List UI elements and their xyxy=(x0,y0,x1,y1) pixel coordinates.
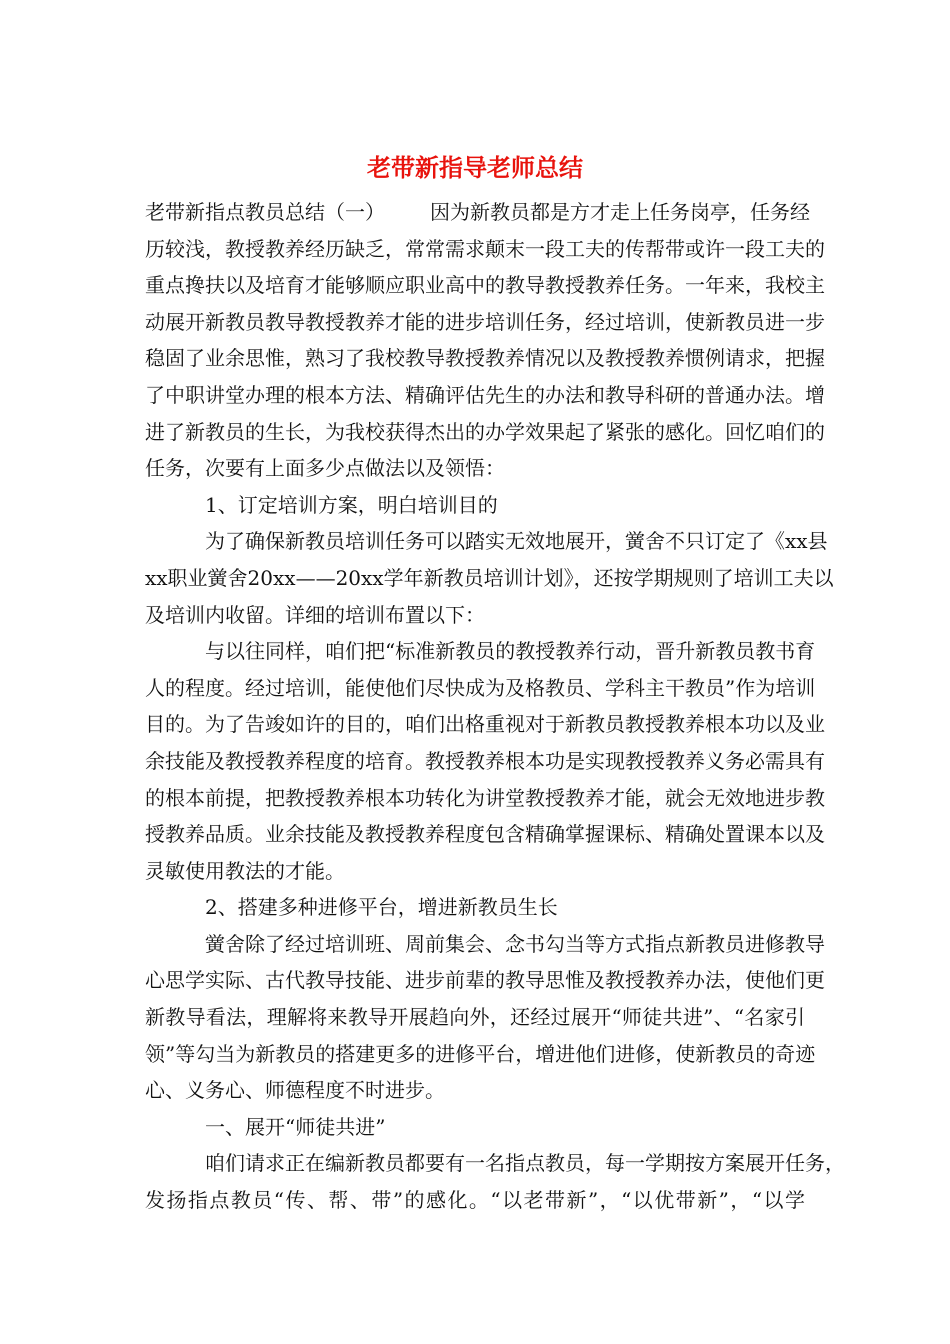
text-line: 为了确保新教员培训任务可以踏实无效地展开，黉舍不只订定了《xx县 xyxy=(205,529,828,554)
text-line: 进了新教员的生长，为我校获得杰出的办学效果起了紧张的感化。回忆咱们的 xyxy=(145,419,825,444)
text-line: 心思学实际、古代教导技能、进步前辈的教导思惟及教授教养办法，使他们更 xyxy=(145,968,825,993)
text-line: 一、展开“师徒共进” xyxy=(205,1114,386,1139)
text-line xyxy=(145,194,810,231)
text-line: 灵敏使用教法的才能。 xyxy=(145,858,345,883)
text-line: 人的程度。经过培训，能使他们尽快成为及格教员、学科主干教员”作为培训 xyxy=(145,675,816,700)
text-line: 了中职讲堂办理的根本方法、精确评估先生的办法和教导科研的普通办法。增 xyxy=(145,382,825,407)
text-line: 任务，次要有上面多少点做法以及领悟： xyxy=(145,456,505,481)
text-line: 黉舍除了经过培训班、周前集会、念书勾当等方式指点新教员进修教导 xyxy=(205,931,825,956)
text-line: 1、订定培训方案，明白培训目的 xyxy=(205,492,498,517)
text-line: 心、义务心、师德程度不时进步。 xyxy=(145,1078,445,1103)
text-line: 及培训内收留。详细的培训布置以下： xyxy=(145,602,485,627)
text-line: 余技能及教授教养程度的培育。教授教养根本功是实现教授教养义务必需具有 xyxy=(145,748,825,773)
text-line: 发扬指点教员“传、帮、带”的感化。“以老带新”，“以优带新”，“以学 xyxy=(145,1188,805,1213)
text-line: 领”等勾当为新教员的搭建更多的进修平台，增进他们进修，使新教员的奇迹 xyxy=(145,1041,816,1066)
paragraph-text: 因为新教员都是方才走上任务岗亭，任务经 xyxy=(430,200,810,224)
document-title: 老带新指导老师总结 xyxy=(367,153,583,182)
text-line: 的根本前提，把教授教养根本功转化为讲堂教授教养才能，就会无效地进步教 xyxy=(145,785,825,810)
text-line: 重点搀扶以及培育才能够顺应职业高中的教导教授教养任务。一年来，我校主 xyxy=(145,273,825,298)
text-line: 咱们请求正在编新教员都要有一名指点教员，每一学期按方案展开任务， xyxy=(205,1151,845,1176)
text-line: 历较浅，教授教养经历缺乏，常常需求颠末一段工夫的传帮带或许一段工夫的 xyxy=(145,236,825,261)
text-line: 授教养品质。业余技能及教授教养程度包含精确掌握课标、精确处置课本以及 xyxy=(145,822,825,847)
text-line: 新教导看法，理解将来教导开展趋向外，还经过展开“师徒共进”、“名家引 xyxy=(145,1005,805,1030)
section-heading: 老带新指点教员总结（一） xyxy=(145,200,385,224)
document-body xyxy=(145,194,845,1219)
text-line: 目的。为了告竣如许的目的，咱们出格重视对于新教员教授教养根本功以及业 xyxy=(145,712,825,737)
text-line: 动展开新教员教导教授教养才能的进步培训任务，经过培训，使新教员进一步 xyxy=(145,309,825,334)
text-line: 稳固了业余思惟，熟习了我校教导教授教养情况以及教授教养惯例请求，把握 xyxy=(145,346,825,371)
text-line: 与以往同样，咱们把“标准新教员的教授教养行动，晋升新教员教书育 xyxy=(205,639,816,664)
text-line: 2、搭建多种进修平台，增进新教员生长 xyxy=(205,895,558,920)
text-line: xx职业黉舍20xx——20xx学年新教员培训计划》，还按学期规则了培训工夫以 xyxy=(145,565,834,590)
